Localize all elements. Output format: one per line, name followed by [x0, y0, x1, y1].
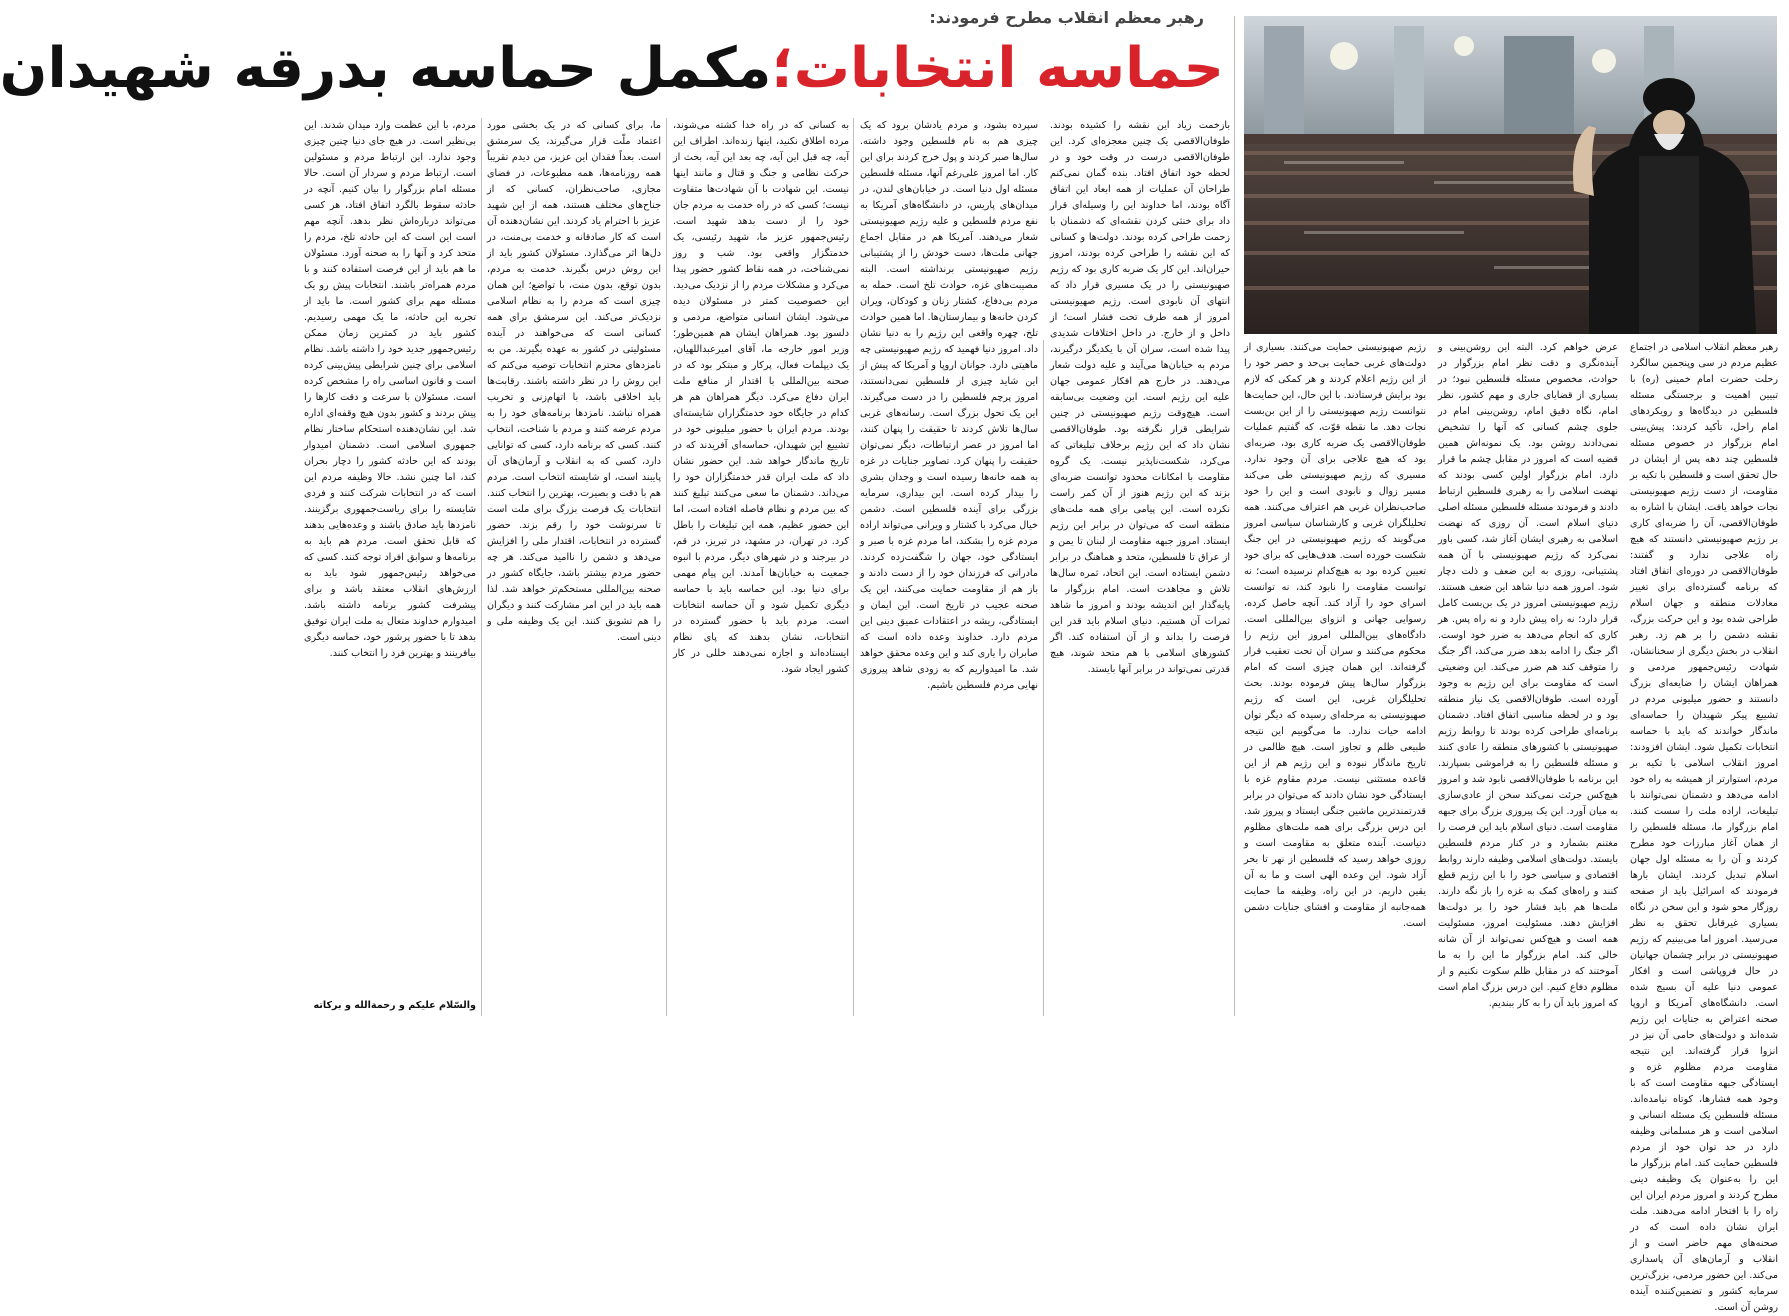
article-column-4: بازخمت زیاد این نقشه را کشیده بودند. طوفان‌الاقصی یک چنین معجزه‌ای کرد. این طوفان‌الاقصی درست در وقت خود و در لحظه خود اتفاق افتاد. بنده گمان نمی‌کنم طراحان آن عملیات از همه ابعاد این اتفاق آگاه بودند، اما خداوند این را وسیله‌ای قرار داد برای خنثی کردن نقشه‌ای که دشمنان با زحمت طراحی کرده بودند. دولت‌ها و کسانی که این نقشه را طراحی کرده بودند، امروز حیران‌اند. این کار یک ضربه کاری بود که رژیم صهیونیستی را در یک مسیری قرار داد که انتهای آن نابودی است. رژیم صهیونیستی امروز از همه طرف تحت فشار است؛ از داخل و از خارج. در داخل اختلافات شدیدی پیدا شده است، سران آن با یکدیگر درگیرند، مردم به خیابان‌ها می‌آیند و علیه دولت شعار می‌دهند. در خارج هم افکار عمومی جهان علیه این رژیم است. این وضعیت بی‌سابقه است. هیچ‌وقت رژیم صهیونیستی در چنین شرایطی قرار نگرفته بود. طوفان‌الاقصی نشان داد که این رژیم برخلاف تبلیغاتی که می‌کرد، شکست‌ناپذیر نیست. یک گروه مقاومت با امکانات محدود توانست ضربه‌ای بزند که این رژیم هنوز از آن کمر راست نکرده است. این پیامی برای همه ملت‌های منطقه است که می‌توان در برابر این رژیم ایستاد. امروز جبهه مقاومت از لبنان تا یمن و از عراق تا فلسطین، متحد و هماهنگ در برابر دشمن ایستاده است. این اتحاد، ثمره سال‌ها تلاش و مجاهدت است. امام بزرگوار ما پایه‌گذار این اندیشه بودند و امروز ما شاهد ثمرات آن هستیم. دنیای اسلام باید قدر این فرصت را بداند و از آن استفاده کند. اگر کشورهای اسلامی با هم متحد شوند، هیچ قدرتی نمی‌تواند در برابر آنها بایستد.: [1050, 120, 1230, 675]
article-column-2: عرض خواهم کرد. البته این روشن‌بینی و آینده‌نگری و دقت نظر امام بزرگوار در حوادث، مخصوص مسئله فلسطین نبود؛ در بسیاری از قضایای جاری و مهم کشور، نظر امام، نگاه دقیق امام، روشن‌بینی امام در جلوی چشم کسانی که آنها را تشخیص نمی‌دادند روشن بود. یک نمونه‌اش همین قضیه است که امروز در مقابل چشم ما قرار دارد. امام بزرگوار اولین کسی بودند که نهضت اسلامی را به رهبری فلسطین ارتباط دادند و فرمودند مسئله فلسطین مسئله اصلی دنیای اسلام است. آن روزی که نهضت اسلامی به رهبری ایشان آغاز شد، کسی باور نمی‌کرد که رژیم صهیونیستی با آن همه پشتیبانی، روزی به این ضعف و ذلت دچار شود. امروز همه دنیا شاهد این ضعف هستند. رژیم صهیونیستی امروز در یک بن‌بست کامل قرار دارد؛ نه راه پیش دارد و نه راه پس. هر کاری که انجام می‌دهد به ضرر خود اوست. اگر جنگ را ادامه بدهد ضرر می‌کند، اگر جنگ را متوقف کند هم ضرر می‌کند. این وضعیتی است که مقاومت برای این رژیم به وجود آورده است. طوفان‌الاقصی یک نیاز منطقه بود و در لحظه مناسبی اتفاق افتاد. دشمنان برنامه‌ای طراحی کرده بودند تا روابط رژیم صهیونیستی با کشورهای منطقه را عادی کنند و مسئله فلسطین را به فراموشی بسپارند. این برنامه با طوفان‌الاقصی نابود شد و امروز هیچ‌کس جرئت نمی‌کند سخن از عادی‌سازی به میان آورد. این یک پیروزی بزرگ برای جبهه مقاومت است. دنیای اسلام باید این فرصت را مغتنم بشمارد و در کنار مردم فلسطین بایستد. دولت‌های اسلامی وظیفه دارند روابط اقتصادی و سیاسی خود را با این رژیم قطع کنند و راه‌های کمک به غزه را باز نگه دارند. ملت‌ها هم باید فشار خود را بر دولت‌ها افزایش دهند. مسئولیت امروز، مسئولیت همه است و هیچ‌کس نمی‌تواند از آن شانه خالی کند. امام بزرگوار ما این را به ما آموختند که در مقابل ظلم سکوت نکنیم و از مظلوم دفاع کنیم. این درس بزرگ امام است که امروز باید آن را به کار ببندیم.: [1438, 342, 1618, 1009]
headline-black-part: مکمل حماسه بدرقه شهیدان: [0, 36, 772, 101]
column-rule: [1234, 16, 1235, 1016]
column-rule: [666, 118, 667, 1016]
column-rule: [1043, 340, 1044, 1016]
article-column-8: مردم، با این عظمت وارد میدان شدند. این بی‌نظیر است. در هیچ جای دنیا چنین چیزی وجود ندارد. این ارتباط مردم و مسئولین است. ارتباط مردم و سردار آن است. حالا مسئله امام بزرگوار را بیان کنیم. آنچه در حادثه سقوط بالگرد اتفاق افتاد، هر کسی می‌تواند درباره‌اش نظر بدهد. آنچه مهم است این است که این حادثه تلخ، مردم را متحد کرد و آنها را به صحنه آورد. مسئولان ما هم باید از این فرصت استفاده کنند و با مردم همراه‌تر باشند. انتخابات پیش رو یک مسئله مهم برای کشور است. ما باید از تجربه این حادثه، ما یک مهمی رسیدیم. کشور باید در کمترین زمان ممکن رئیس‌جمهور جدید خود را داشته باشد. نظام اسلامی برای چنین شرایطی پیش‌بینی کرده است و قانون اساسی راه را مشخص کرده است. مسئولان با سرعت و دقت کارها را پیش بردند و کشور بدون هیچ وقفه‌ای اداره شد. این نشان‌دهنده استحکام ساختار نظام جمهوری اسلامی است. دشمنان امیدوار بودند که این حادثه کشور را دچار بحران کند، اما چنین نشد. حالا وظیفه مردم این است که در انتخابات شرکت کنند و فردی شایسته را برای ریاست‌جمهوری برگزینند. نامزدها باید صادق باشند و وعده‌هایی بدهند که قابل تحقق است. مردم هم باید به برنامه‌ها و سوابق افراد توجه کنند. کسی که می‌خواهد رئیس‌جمهور شود باید به ارزش‌های انقلاب معتقد باشد و برای پیشرفت کشور برنامه داشته باشد. امیدوارم خداوند متعال به ملت ایران توفیق بدهد تا با حضور پرشور خود، حماسه دیگری بیافرینند و بهترین فرد را انتخاب کنند.: [304, 120, 476, 659]
headline-kicker: رهبر معظم انقلاب مطرح فرمودند:: [929, 8, 1204, 27]
headline: [0, 28, 1224, 110]
column-rule: [853, 118, 854, 1016]
article-column-7: ما، برای کسانی که در یک بخشی مورد اعتماد ملّت قرار می‌گیرند، یک سرمشق است. بعداً فقدان این عزیز، من دیدم تقریباً همه روزنامه‌ها، همه مطبوعات، در فضای مجازی، صاحب‌نظران، کسانی که از جناح‌های مختلف هستند، همه از این شهید عزیز با احترام یاد کردند. این نشان‌دهنده آن است که کار صادقانه و خدمت بی‌منت، در دل‌ها اثر می‌گذارد. مسئولان کشور باید از این روش درس بگیرند. خدمت به مردم، بدون توقع، بدون منت، با تواضع؛ این همان چیزی است که مردم را به نظام اسلامی نزدیک‌تر می‌کند. این سرمشق برای همه کسانی است که می‌خواهند در آینده مسئولیتی در کشور به عهده بگیرند. من به نامزدهای محترم انتخابات توصیه می‌کنم که این روش را در نظر داشته باشند. رقابت‌ها باید اخلاقی باشد، با اتهام‌زنی و تخریب همراه نباشد. نامزدها برنامه‌های خود را به مردم عرضه کنند و مردم با شناخت، انتخاب کنند. کسی که برنامه دارد، کسی که توانایی دارد، کسی که به انقلاب و آرمان‌های آن پایبند است، او شایسته انتخاب است. مردم هم با دقت و بصیرت، بهترین را انتخاب کنند. انتخابات یک فرصت بزرگ برای ملت است تا سرنوشت خود را رقم بزند. حضور گسترده در انتخابات، اقتدار ملی را افزایش می‌دهد و دشمن را ناامید می‌کند. هر چه حضور مردم بیشتر باشد، جایگاه کشور در صحنه بین‌المللی مستحکم‌تر خواهد شد. لذا همه باید در این امر مشارکت کنند و دیگران را هم تشویق کنند. این یک وظیفه ملی و دینی است.: [487, 120, 661, 643]
article-column-1: رهبر معظم انقلاب اسلامی در اجتماع عظیم مردم در سی وپنجمین سالگرد رحلت حضرت امام خمینی (ره) با تبیین اهمیت و برجستگی مسئله فلسطین در دیدگاه‌ها و رویکردهای امام راحل، تأکید کردند: پیش‌بینی امام بزرگوار در خصوص مسئله فلسطین چند دهه پس از ایشان در حال تحقق است و فلسطین با تکیه بر مقاومت، از دست رژیم صهیونیستی نجات خواهد یافت. ایشان با اشاره به طوفان‌الاقصی، آن را ضربه‌ای کاری بر رژیم صهیونیستی دانستند که هیچ راه علاجی ندارد و گفتند: طوفان‌الاقصی در دوره‌ای اتفاق افتاد که برنامه گسترده‌ای برای تغییر معادلات منطقه و جهان اسلام طراحی شده بود و این حرکت بزرگ، نقشه دشمن را بر هم زد. رهبر انقلاب در بخش دیگری از سخنانشان، شهادت رئیس‌جمهور مردمی و همراهان ایشان را ضایعه‌ای بزرگ دانستند و حضور میلیونی مردم در تشییع پیکر شهیدان را حماسه‌ای ماندگار خواندند که باید با حماسه انتخابات تکمیل شود. ایشان افزودند: امروز انقلاب اسلامی با تکیه بر مردم، استوارتر از همیشه به راه خود ادامه می‌دهد و دشمنان نمی‌توانند با تبلیغات، اراده ملت را سست کنند. امام بزرگوار ما، مسئله فلسطین را از همان آغاز مبارزات خود مطرح کردند و آن را به مسئله اول جهان اسلام تبدیل کردند. ایشان بارها فرمودند که اسرائیل باید از صفحه روزگار محو شود و این سخن در نگاه بسیاری غیرقابل تحقق به نظر می‌رسید. امروز اما می‌بینیم که رژیم صهیونیستی در برابر چشمان جهانیان در حال فروپاشی است و افکار عمومی دنیا علیه آن بسیج شده است. دانشگاه‌های آمریکا و اروپا صحنه اعتراض به جنایات این رژیم شده‌اند و دولت‌های حامی آن نیز در انزوا قرار گرفته‌اند. این نتیجه مقاومت مردم مظلوم غزه و ایستادگی جبهه مقاومت است که با وجود همه فشارها، کوتاه نیامده‌اند. مسئله فلسطین یک مسئله انسانی و اسلامی است و هر مسلمانی وظیفه دارد در حد توان خود از مردم فلسطین حمایت کند. امام بزرگوار ما این را به‌عنوان یک وظیفه دینی مطرح کردند و امروز مردم ایران این راه را با افتخار ادامه می‌دهند. ملت ایران نشان داده است که در صحنه‌های مهم حاضر است و از انقلاب و آرمان‌های آن پاسداری می‌کند. این حضور مردمی، بزرگ‌ترین سرمایه کشور و تضمین‌کننده آینده روشن آن است.: [1630, 342, 1778, 1313]
headline-red-part: حماسه انتخابات؛: [771, 36, 1224, 101]
closing-salutation: والسّلام علیکم و رحمة‌الله و برکاته: [313, 1000, 476, 1011]
column-rule: [481, 118, 482, 1016]
article-column-6: به کسانی که در راه خدا کشته می‌شوند، مرده اطلاق نکنید، اینها زنده‌اند. اطراف این آیه، چه قبل این آیه، چه بعد این آیه، بحث از حرکت نظامی و جنگ و قتال و مانند اینها نیست. این شهادت با آن شهادت‌ها متفاوت نیست؛ کسی که در راه خدمت به مردم جان خود را از دست بدهد شهید است. رئیس‌جمهور عزیز ما، شهید رئیسی، یک خدمتگزار واقعی بود. شب و روز نمی‌شناخت، در همه نقاط کشور حضور پیدا می‌کرد و مشکلات مردم را از نزدیک می‌دید. این خصوصیت کمتر در مسئولان دیده می‌شود. ایشان انسانی متواضع، مردمی و دلسوز بود. همراهان ایشان هم همین‌طور؛ وزیر امور خارجه ما، آقای امیرعبداللهیان، یک دیپلمات فعال، پرکار و مبتکر بود که در صحنه بین‌المللی با اقتدار از منافع ملت ایران دفاع می‌کرد. دیگر همراهان هم هر کدام در جایگاه خود خدمتگزاران شایسته‌ای بودند. مردم ایران با حضور میلیونی خود در تشییع این شهیدان، حماسه‌ای آفریدند که در تاریخ ماندگار خواهد شد. این حضور نشان داد که ملت ایران قدر خدمتگزاران خود را می‌داند. دشمنان ما سعی می‌کنند تبلیغ کنند که بین مردم و نظام فاصله افتاده است، اما این حضور عظیم، همه این تبلیغات را باطل کرد. در تهران، در مشهد، در تبریز، در قم، در بیرجند و در شهرهای دیگر، مردم با انبوه جمعیت به خیابان‌ها آمدند. این پیام مهمی برای دنیا بود. این حماسه باید با حماسه دیگری تکمیل شود و آن حماسه انتخابات است. مردم باید با حضور گسترده در انتخابات، نشان بدهند که پای نظام ایستاده‌اند و اجازه نمی‌دهند خللی در کار کشور ایجاد شود.: [673, 120, 849, 675]
crowd-photo-icon: [1244, 16, 1777, 334]
article-column-3: رژیم صهیونیستی حمایت می‌کنند. بسیاری از دولت‌های غربی حمایت بی‌حد و حصر خود را از این رژیم اعلام کردند و هر کمکی که لازم بود برایش فرستادند. با این حال، این حمایت‌ها نتوانست رژیم صهیونیستی را از این بن‌بست نجات دهد. ما نقطه قوّت، که گفتیم عملیات طوفان‌الاقصی یک ضربه کاری بود، ضربه‌ای بود که هیچ علاجی برای آن وجود ندارد. مسیری که رژیم صهیونیستی طی می‌کند مسیر زوال و نابودی است و این را خود صاحب‌نظران غربی هم اعتراف می‌کنند. همه تحلیلگران غربی و کارشناسان سیاسی امروز می‌گویند که رژیم صهیونیستی در این جنگ شکست خورده است. هدف‌هایی که برای خود تعیین کرده بود به هیچ‌کدام نرسیده است؛ نه توانست مقاومت را نابود کند، نه توانست اسرای خود را آزاد کند. آنچه حاصل کرده، رسوایی جهانی و انزوای بین‌المللی است. دادگاه‌های بین‌المللی امروز این رژیم را محکوم می‌کنند و سران آن تحت تعقیب قرار گرفته‌اند. این همان چیزی است که امام بزرگوار سال‌ها پیش فرموده بودند. بحث تحلیلگران غربی، این است که رژیم صهیونیستی به مرحله‌ای رسیده که دیگر توان ادامه حیات ندارد. ما می‌گوییم این نتیجه طبیعی ظلم و تجاوز است. هیچ ظالمی در تاریخ ماندگار نبوده و این رژیم هم از این قاعده مستثنی نیست. مردم مقاوم غزه با ایستادگی خود نشان دادند که می‌توان در برابر قدرتمندترین ماشین جنگی ایستاد و پیروز شد. این درس بزرگی برای همه ملت‌های مظلوم دنیاست. آینده متعلق به مقاومت است و روزی خواهد رسید که فلسطین از نهر تا بحر آزاد شود. این وعده الهی است و ما به آن یقین داریم. در این راه، وظیفه ما حمایت همه‌جانبه از مقاومت و افشای جنایات دشمن است.: [1244, 342, 1426, 929]
article-column-5: سپرده بشود، و مردم یادشان برود که یک چیزی هم به نام فلسطین وجود داشته. سال‌ها صبر کردند و پول خرج کردند برای این کار. اما امروز علی‌رغم آنها، مسئله فلسطین مسئله اول دنیا است. در خیابان‌های لندن، در میدان‌های پاریس، در دانشگاه‌های آمریکا به نفع مردم فلسطین و علیه رژیم صهیونیستی شعار می‌دهند. آمریکا هم در مقابل اجماع جهانی ملت‌ها، دست خودش را از پشتیبانی رژیم صهیونیستی برنداشته است. البته مصیبت‌های غزه، حوادث تلخ است. حمله به مردم بی‌دفاع، کشتار زنان و کودکان، ویران کردن خانه‌ها و بیمارستان‌ها. اما همین حوادث تلخ، چهره واقعی این رژیم را به دنیا نشان داد. امروز دنیا فهمید که رژیم صهیونیستی چه ماهیتی دارد. جوانان اروپا و آمریکا که پیش از این شاید چیزی از فلسطین نمی‌دانستند، امروز پرچم فلسطین را در دست می‌گیرند. این یک تحول بزرگ است. رسانه‌های غربی سال‌ها تلاش کردند تا حقیقت را پنهان کنند، اما امروز در عصر ارتباطات، دیگر نمی‌توان حقیقت را پنهان کرد. تصاویر جنایات در غزه به همه خانه‌ها رسیده است و وجدان بشری را بیدار کرده است. این بیداری، سرمایه بزرگی برای آینده فلسطین است. دشمن خیال می‌کرد با کشتار و ویرانی می‌تواند اراده مردم غزه را بشکند، اما مردم غزه با صبر و ایستادگی خود، جهان را شگفت‌زده کردند. مادرانی که فرزندان خود را از دست دادند و باز هم از مقاومت حمایت می‌کنند، این یک صحنه عجیب در تاریخ است. این ایمان و ایستادگی، ریشه در اعتقادات عمیق دینی این مردم دارد. خداوند وعده داده است که صابران را یاری کند و این وعده محقق خواهد شد. ما امیدواریم که به زودی شاهد پیروزی نهایی مردم فلسطین باشیم.: [860, 120, 1038, 691]
